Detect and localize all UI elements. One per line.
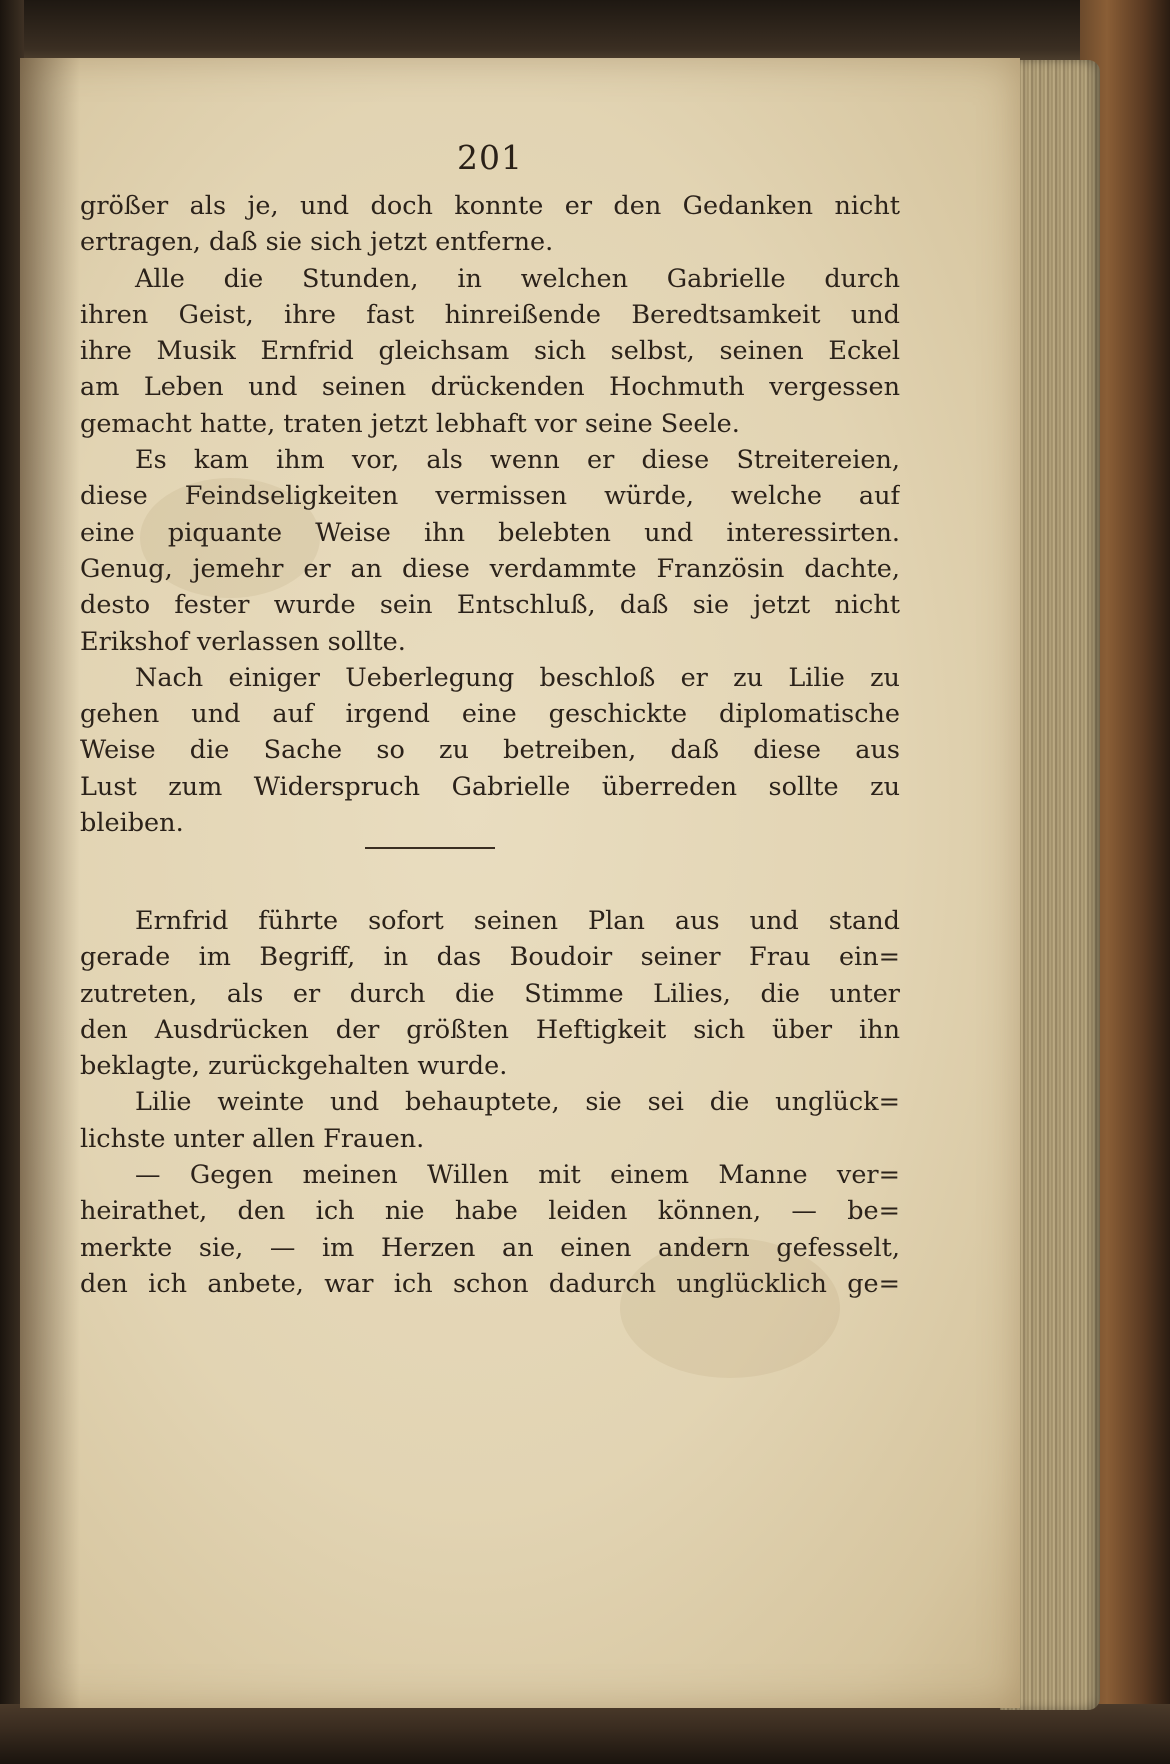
text-line: eine piquante Weise ihn belebten und interessirten. (80, 517, 900, 548)
gutter-shadow (20, 58, 80, 1708)
text-section-1 (80, 188, 900, 841)
text-line: ihren Geist, ihre fast hinreißende Beredtsamkeit und (80, 299, 900, 330)
text-line: Erikshof verlassen sollte. (80, 626, 406, 657)
text-line: den ich anbete, war ich schon dadurch unglücklich ge= (80, 1268, 900, 1299)
book-page (20, 58, 1020, 1708)
text-line: zutreten, als er durch die Stimme Lilies, die unter (80, 978, 900, 1009)
text-line: diese Feindseligkeiten vermissen würde, welche auf (80, 481, 900, 512)
book-cover-bottom-edge (0, 1704, 1170, 1764)
text-line: gerade im Begriff, in das Boudoir seiner Frau ein= (80, 942, 900, 973)
text-line: lichste unter allen Frauen. (80, 1123, 425, 1154)
text-line: Ernfrid führte sofort seinen Plan aus und stand (135, 906, 900, 936)
text-line: — Gegen meinen Willen mit einem Manne ver= (135, 1160, 900, 1191)
text-line: am Leben und seinen drückenden Hochmuth vergessen (80, 372, 900, 403)
page-number: 201 (457, 138, 523, 177)
text-line: heirathet, den ich nie habe leiden können, — be= (80, 1196, 900, 1227)
text-line: bleiben. (80, 808, 184, 839)
text-line: Weise die Sache so zu betreiben, daß diese aus (80, 735, 900, 766)
text-section-2 (80, 903, 900, 1302)
text-line: gehen und auf irgend eine geschickte diplomatische (80, 699, 900, 730)
text-line: ihre Musik Ernfrid gleichsam sich selbst, seinen Eckel (80, 336, 900, 367)
text-line: Alle die Stunden, in welchen Gabrielle durch (135, 263, 900, 294)
text-line: beklagte, zurückgehalten wurde. (80, 1051, 508, 1082)
text-line: gemacht hatte, traten jetzt lebhaft vor seine Seele. (80, 408, 740, 439)
section-separator-rule (365, 847, 495, 849)
text-line: den Ausdrücken der größten Heftigkeit sich über ihn (80, 1014, 900, 1045)
text-line: größer als je, und doch konnte er den Gedanken nicht (80, 191, 900, 221)
text-line: Es kam ihm vor, als wenn er diese Streitereien, (135, 445, 900, 476)
text-line: Nach einiger Ueberlegung beschloß er zu Lilie zu (135, 662, 900, 693)
text-line: Lust zum Widerspruch Gabrielle überreden sollte zu (80, 771, 900, 802)
text-line: ertragen, daß sie sich jetzt entferne. (80, 227, 554, 258)
text-line: Lilie weinte und behauptete, sie sei die unglück= (135, 1087, 900, 1118)
text-line: Genug, jemehr er an diese verdammte Französin dachte, (80, 553, 900, 584)
text-line: merkte sie, — im Herzen an einen andern gefesselt, (80, 1232, 900, 1263)
text-line: desto fester wurde sein Entschluß, daß sie jetzt nicht (80, 590, 900, 621)
